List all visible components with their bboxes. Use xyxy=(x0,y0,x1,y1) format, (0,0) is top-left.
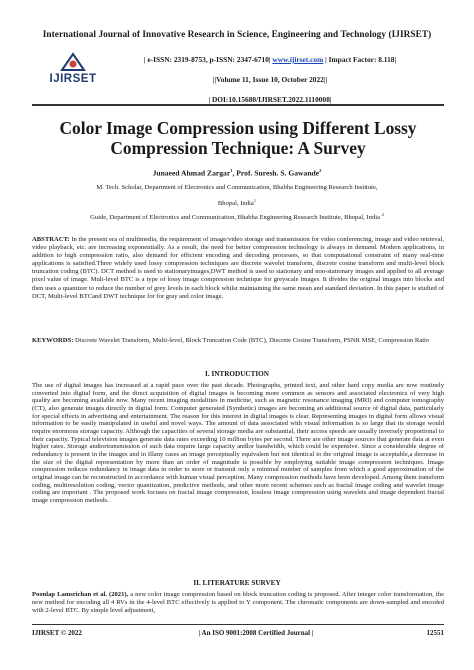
keywords xyxy=(32,337,444,345)
affiliation-1-location xyxy=(0,198,474,207)
footer-rule xyxy=(32,624,444,625)
affiliation-1: M. Tech. Scholar, Department of Electronics and Communication, Bhabha Engineering Research Institute, xyxy=(96,184,378,191)
journal-logo xyxy=(38,52,108,90)
affiliation-1-sup: 1 xyxy=(253,198,257,203)
paper-title xyxy=(40,118,436,158)
page-number: 12551 xyxy=(426,629,444,637)
website-link[interactable]: www.ijirset.com xyxy=(272,55,324,64)
literature-citation: Poonlap Lamsrichan et al. (2021), xyxy=(32,591,129,598)
abstract xyxy=(32,236,444,301)
literature-body: a new color image compression based on block truncation coding is proposed. After integer color transformation, the new method for encoding all 4 RVs in the 4-level BTC effectively is applied to Y component. The chromatic components are down-sampled and encoded with 2-level BTC. By simple level adjustment, xyxy=(32,591,444,615)
keywords-label: KEYWORDS: xyxy=(32,337,74,344)
issn-prefix: | e-ISSN: 2319-8753, p-ISSN: 2347-6710| xyxy=(143,55,273,64)
author-2: , Prof. Suresh. S. Gawande xyxy=(232,168,320,178)
author-2-sup: 2 xyxy=(319,168,322,173)
affiliation-2 xyxy=(0,212,474,221)
header-rule xyxy=(32,104,444,106)
abstract-text: In the present era of multimedia, the requirement of image/video storage and transmission for video conferencing, image and video retrieval, video playback, etc. are increasing exponentially. As a result, the need for better compression technology is always in demand. Modern applications, in addition to high compression ratio, also demand for efficient encoding and decoding processes, so that computational constraint of many real-time applications is satisfied.Three widely used lossy compression techniques are discrete wavelet transform, discrete cosine transform and multi-level block truncation coding (BTC). DCT method is used to stationaryimages,DWT method is used to stationary and non-stationary images and applied to all average pixel value of image. Muli-level BTC is a type of lossy image compression technique for greyscale images. It divides the original images into blocks and then uses a quantizer to reduce the number of grey levels in each block whilst maintaining the same mean and standard deviation. In this paper is studied of DCT, Multi-level BTCand DWT technique for for gray and color image. xyxy=(32,236,444,300)
volume-line: ||Volume 11, Issue 10, October 2022|| xyxy=(212,75,328,84)
logo-graphic-icon xyxy=(60,52,86,72)
footer-certification: | An ISO 9001:2008 Certified Journal | xyxy=(198,629,314,637)
affiliation-2-text: Guide, Department of Electronics and Communication, Bhabha Engineering Research Institute, Bhopal, India xyxy=(90,214,382,222)
keywords-text: Discrete Wavelet Transform, Multi-level, Block Truncation Code (BTC), Discrete Cosine Transform, PSNR MSE, Compression Ratio xyxy=(73,337,430,344)
issn-line xyxy=(100,55,440,64)
logo-text: IJIRSET xyxy=(49,73,97,85)
footer-copyright: IJIRSET © 2022 xyxy=(32,629,82,637)
section-heading-introduction: I. INTRODUCTION xyxy=(205,370,269,378)
title-line-1: Color Image Compression using Different Lossy xyxy=(59,118,417,138)
journal-title: International Journal of Innovative Research in Science, Engineering and Technology (IJIRSET) xyxy=(42,30,432,40)
author-1-sup: 1 xyxy=(230,168,233,173)
introduction-text: The use of digital images has increased at a rapid pace over the past decade. Photographs, printed text, and other hard copy media are now routinely converted into digital form, and the direct acquisition of digital images is becoming more common as sensors and associated electronics of very high quality are becoming available now. Many recent imaging modalities in medicine, such as magnetic resonance imaging (MRI) and computer tomography (CT), also generate images directly in digital form. Computer generated (Synthetic) images are becoming an additional source of digital data, particularly for special effects in advertising and entertainment. The reason for this interest in digital images is clear. Representing images in digital form allows visual information to be easily manipulated in useful and novel ways. The amount of data associated with visual information is so large that its storage would require enormous storage capacity. Although the capacities of several storage media are substantial, their access speeds are usually inversely proportional to their capacity. Typical television images generate data rates exceeding 10 million bytes per second. There are other image sources that generate data at even higher rates. Storage andtortransmission of such data require large capacity andlor bandwidth, which could be expensive. Since a considerable degree of redundancy is present in the images and in Illany cases an image perceptually equivalent but not identical to the original image is acceptable,a decrease in the size of the digital representation by more than an order of magnitude is possible by employing suitable image compression techniques. Image compression reduces redundancy in image data in order to store or transmit only a minimal number of samples from which a good approximation of the original image can be reconstructed in accordance with human visual perception. Many compression methods have been developed. Among them transform coding, multiresolution coding, vector quantization, predictive methods, and other more recent schemes such as fractal image coding and wavelet image coding are important . The proposed work focuses on fractal image compression, lossless image compression using wavelets and image dependent fractal image compression methods. xyxy=(32,382,444,504)
author-1: Junaeed Ahmad Zargar xyxy=(152,168,231,178)
title-line-2: Compression Technique: A Survey xyxy=(110,138,366,158)
impact-factor: | Impact Factor: 8.118| xyxy=(323,55,397,64)
section-heading-literature: II. LITERATURE SURVEY xyxy=(193,579,281,587)
doi-line: | DOI:10.15680/IJIRSET.2022.1110008| xyxy=(208,95,332,104)
author-line xyxy=(0,168,474,178)
abstract-label: ABSTRACT: xyxy=(32,236,70,243)
affiliation-2-sup: 2 xyxy=(381,212,384,217)
literature-text xyxy=(32,591,444,615)
affiliation-1-city: Bhopal, India xyxy=(217,200,254,208)
